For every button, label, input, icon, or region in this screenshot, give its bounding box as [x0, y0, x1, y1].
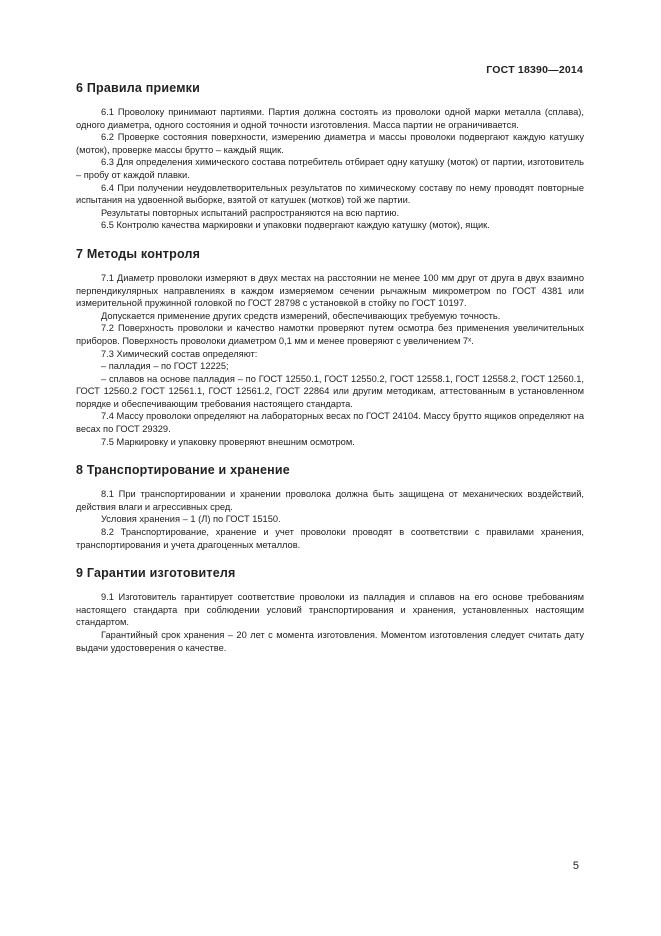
- section-title: 6 Правила приемки: [76, 81, 200, 95]
- paragraph: Гарантийный срок хранения – 20 лет с момента изготовления. Моментом изготовления следует считать дату выдачи удостоверения о качестве.: [76, 630, 584, 653]
- paragraph: Результаты повторных испытаний распространяются на всю партию.: [101, 207, 400, 218]
- section-transport-storage: [76, 462, 584, 551]
- section-title: 7 Методы контроля: [76, 246, 201, 261]
- paragraph: – сплавов на основе палладия – по ГОСТ 12550.1, ГОСТ 12550.2, ГОСТ 12558.1, ГОСТ 12558.2, ГОСТ 12560.1, ГОСТ 12560.2 ГОСТ 12561.1, ГОСТ 12561.2, ГОСТ 22864 или другим методикам, аттестованным в установленном порядке и обеспечивающим требования настоящего стандарта.: [76, 373, 584, 409]
- paragraph: 6.4 При получении неудовлетворительных результатов по химическому составу по нему проводят повторные испытания на удвоенной выборке, взятой от катушек (мотков) той же партии.: [76, 182, 584, 206]
- standard-header: ГОСТ 18390—2014: [486, 64, 583, 76]
- paragraph: Условия хранения – 1 (Л) по ГОСТ 15150.: [101, 514, 281, 525]
- paragraph: 9.1 Изготовитель гарантирует соответствие проволоки из палладия и сплавов на его основе требованиям настоящего стандарта при соблюдении условий транспортирования и хранения, установленных настоящим стандартом.: [76, 592, 584, 628]
- section-manufacturer-warranty: [76, 565, 584, 654]
- paragraph: 8.1 При транспортировании и хранении проволока должна быть защищена от механических воздействий, действия влаги и агрессивных сред.: [76, 489, 584, 512]
- paragraph: 8.2 Транспортирование, хранение и учет проволоки проводят в соответствии с правилами хранения, транспортирования и учета драгоценных металлов.: [76, 527, 584, 550]
- paragraph: 6.5 Контролю качества маркировки и упаковки подвергают каждую катушку (моток), ящик.: [101, 220, 490, 231]
- paragraph: – палладия – по ГОСТ 12225;: [101, 361, 229, 372]
- paragraph: 7.1 Диаметр проволоки измеряют в двух местах на расстоянии не менее 100 мм друг от друга в двух взаимно перпендикулярных направлениях в каждом измеряемом сечении рычажным микрометром по ГОСТ 4381 или измерительной пружинной головкой по ГОСТ 28798 с установкой в стойку по ГОСТ 10197.: [76, 272, 584, 309]
- section-control-methods: [76, 246, 584, 448]
- document-content: [76, 80, 584, 668]
- paragraph: 7.3 Химический состав определяют:: [101, 348, 258, 359]
- paragraph: 7.4 Массу проволоки определяют на лабораторных весах по ГОСТ 24104. Массу брутто ящиков определяют на весах по ГОСТ 29329.: [76, 411, 584, 435]
- paragraph: 6.1 Проволоку принимают партиями. Партия должна состоять из проволоки одной марки металла (сплава), одного диаметра, одного состояния и одной точности изготовления. Масса партии не ограничивается.: [76, 107, 584, 130]
- page-number: 5: [572, 860, 579, 872]
- paragraph: 6.2 Проверке состояния поверхности, измерению диаметра и массы проволоки подвергают каждую катушку (моток), проверке массы брутто – каждый ящик.: [76, 132, 584, 155]
- paragraph: Допускается применение других средств измерений, обеспечивающих требуемую точность.: [101, 310, 501, 321]
- paragraph: 6.3 Для определения химического состава потребитель отбирает одну катушку (моток) от партии, изготовитель – пробу от каждой плавки.: [76, 157, 584, 180]
- paragraph: 7.2 Поверхность проволоки и качество намотки проверяют путем осмотра без применения увеличительных приборов. Поверхность проволоки диаметром 0,1 мм и менее проверяют с увеличением 7ˣ.: [76, 323, 584, 346]
- section-title: 9 Гарантии изготовителя: [76, 566, 236, 581]
- section-acceptance-rules: [76, 80, 584, 232]
- section-title: 8 Транспортирование и хранение: [76, 463, 290, 478]
- paragraph: 7.5 Маркировку и упаковку проверяют внешним осмотром.: [101, 436, 355, 447]
